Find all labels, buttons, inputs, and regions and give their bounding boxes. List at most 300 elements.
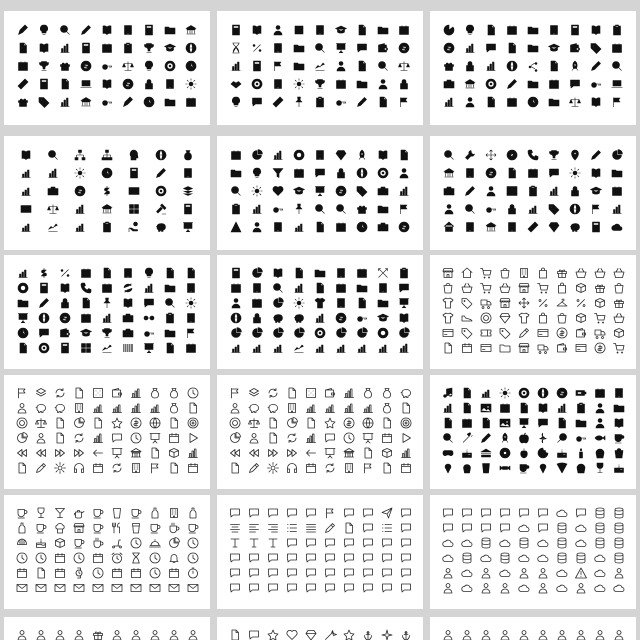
chat-icon — [400, 567, 412, 579]
pencil-icon — [38, 297, 50, 309]
book-icon — [122, 297, 134, 309]
pencil-icon — [590, 60, 602, 72]
magnifier-icon — [272, 282, 284, 294]
basket-icon — [613, 267, 625, 279]
magnifier-icon — [230, 185, 242, 197]
calendar-icon — [398, 24, 410, 36]
chat-icon — [381, 582, 393, 594]
chart-icon — [464, 42, 476, 54]
chat-icon — [343, 552, 355, 564]
utensils-icon — [111, 522, 123, 534]
pie-chart-icon — [293, 327, 305, 339]
chart-icon — [230, 60, 242, 72]
shopping-icon — [556, 282, 568, 294]
money-bag-icon — [381, 402, 393, 414]
idea-icon — [143, 267, 155, 279]
person-icon — [499, 582, 511, 594]
align-center-icon — [229, 522, 241, 534]
donut-icon — [499, 447, 511, 459]
head-gear-icon — [128, 149, 140, 161]
piggy-bank-icon — [569, 221, 581, 233]
folder-icon — [548, 96, 560, 108]
chat-icon — [400, 582, 412, 594]
gear-icon — [267, 462, 279, 474]
gift-icon — [92, 629, 104, 640]
percent-icon — [251, 42, 263, 54]
document-icon — [267, 432, 279, 444]
folder-icon — [17, 297, 29, 309]
document-icon — [305, 417, 317, 429]
key-icon — [101, 60, 113, 72]
glasses-icon — [143, 312, 155, 324]
calendar-icon — [80, 267, 92, 279]
calendar-icon — [381, 432, 393, 444]
clock-icon — [185, 60, 197, 72]
document-icon — [548, 60, 560, 72]
graduation-cap-icon — [377, 312, 389, 324]
bar-chart-icon — [230, 342, 242, 354]
cube-icon — [293, 24, 305, 36]
calculator-icon — [182, 203, 194, 215]
arrow-left-icon — [305, 447, 317, 459]
store-icon — [518, 342, 530, 354]
icon-grid — [12, 625, 202, 640]
pie-chart-icon — [73, 417, 85, 429]
bar-chart-icon — [305, 402, 317, 414]
laptop-icon — [611, 78, 623, 90]
database-icon — [594, 537, 606, 549]
person-icon — [443, 203, 455, 215]
chat-icon — [229, 582, 241, 594]
briefcase-icon — [377, 221, 389, 233]
line-chart-icon — [47, 221, 59, 233]
pyramid-icon — [230, 221, 242, 233]
database-icon — [594, 522, 606, 534]
trophy-icon — [101, 327, 113, 339]
cupcake-icon — [461, 462, 473, 474]
document-icon — [164, 267, 176, 279]
bar-chart-icon — [314, 342, 326, 354]
pencil-icon — [324, 522, 336, 534]
chart-icon — [59, 42, 71, 54]
chart-icon — [443, 96, 455, 108]
house-icon — [443, 221, 455, 233]
globe-icon — [362, 417, 374, 429]
clock-icon — [187, 387, 199, 399]
icon-sheet-7 — [4, 255, 210, 369]
document-icon — [185, 267, 197, 279]
calculator-icon — [230, 267, 242, 279]
icon-sheet-17 — [217, 617, 423, 640]
gift-icon — [443, 60, 455, 72]
bar-chart-icon — [362, 402, 374, 414]
chat-icon — [548, 167, 560, 179]
key-icon — [143, 327, 155, 339]
cloche-icon — [149, 537, 161, 549]
calculator-icon — [38, 78, 50, 90]
building-icon — [73, 402, 85, 414]
chat-icon — [381, 537, 393, 549]
presentation-icon — [111, 447, 123, 459]
building-icon — [164, 78, 176, 90]
rocket-icon — [499, 432, 511, 444]
icon-sheet-4 — [4, 136, 210, 250]
lock-icon — [464, 60, 476, 72]
chat-icon — [267, 507, 279, 519]
dollar-icon — [101, 185, 113, 197]
bar-chart-icon — [377, 342, 389, 354]
pencil-icon — [35, 462, 47, 474]
chat-icon — [305, 567, 317, 579]
presentation-icon — [149, 432, 161, 444]
calendar-icon — [251, 297, 263, 309]
coin-icon — [335, 312, 347, 324]
flag-icon — [185, 327, 197, 339]
hourglass-icon — [230, 42, 242, 54]
coin-icon — [556, 327, 568, 339]
database-icon — [613, 552, 625, 564]
timer-icon — [187, 567, 199, 579]
calendar-icon — [461, 342, 473, 354]
bottle-icon — [149, 507, 161, 519]
building-icon — [548, 24, 560, 36]
gear-icon — [54, 462, 66, 474]
chat-icon — [569, 78, 581, 90]
icon-grid — [12, 505, 202, 595]
watch-icon — [73, 567, 85, 579]
rewind-icon — [229, 447, 241, 459]
cake-icon — [35, 537, 47, 549]
picture-icon — [499, 417, 511, 429]
percent-icon — [575, 297, 587, 309]
pencil-icon — [155, 167, 167, 179]
box-icon — [594, 297, 606, 309]
piggy-bank-icon — [248, 402, 260, 414]
folder-icon — [527, 78, 539, 90]
ring-icon — [229, 417, 241, 429]
bar-chart-icon — [272, 342, 284, 354]
person-icon — [537, 629, 549, 640]
bar-chart-icon — [324, 402, 336, 414]
tag-icon — [548, 203, 560, 215]
key-icon — [335, 96, 347, 108]
globe-icon — [149, 417, 161, 429]
calendar-icon — [185, 96, 197, 108]
folder-icon — [356, 282, 368, 294]
piggy-bank-icon — [272, 312, 284, 324]
magnifier-icon — [59, 24, 71, 36]
magnifier-icon — [442, 432, 454, 444]
truck-icon — [537, 342, 549, 354]
chart-icon — [272, 149, 284, 161]
magnifier-icon — [443, 149, 455, 161]
bar-chart-icon — [111, 402, 123, 414]
clipboard-icon — [398, 267, 410, 279]
database-icon — [556, 537, 568, 549]
lock-icon — [59, 297, 71, 309]
cloud-icon — [442, 552, 454, 564]
pie-chart-icon — [251, 149, 263, 161]
coffee-icon — [168, 522, 180, 534]
box-icon — [575, 282, 587, 294]
person-icon — [230, 297, 242, 309]
chef-hat-icon — [54, 522, 66, 534]
candle-icon — [575, 447, 587, 459]
person-icon — [594, 629, 606, 640]
cloud-icon — [461, 567, 473, 579]
cloud-icon — [556, 582, 568, 594]
scales-icon — [248, 417, 260, 429]
coin-icon — [122, 78, 134, 90]
icon-grid — [12, 21, 202, 111]
bank-icon — [80, 96, 92, 108]
magnifier-icon — [377, 60, 389, 72]
chart-icon — [92, 432, 104, 444]
tag-icon — [499, 327, 511, 339]
gavel-icon — [155, 203, 167, 215]
person-icon — [130, 629, 142, 640]
chat-icon — [480, 507, 492, 519]
magnifier-icon — [47, 149, 59, 161]
database-icon — [613, 537, 625, 549]
ring-icon — [16, 417, 28, 429]
target-icon — [377, 167, 389, 179]
chart-icon — [74, 203, 86, 215]
calculator-icon — [230, 24, 242, 36]
icon-grid — [12, 385, 202, 475]
presentation-icon — [362, 432, 374, 444]
anchor-icon — [362, 629, 374, 640]
cloud-icon — [594, 567, 606, 579]
document-icon — [17, 42, 29, 54]
star-icon — [111, 417, 123, 429]
target-icon — [164, 60, 176, 72]
calendar-icon — [80, 312, 92, 324]
book-icon — [20, 149, 32, 161]
document-icon — [381, 462, 393, 474]
bag-icon — [499, 267, 511, 279]
bar-chart-icon — [293, 221, 305, 233]
cart-icon — [613, 342, 625, 354]
document-icon — [442, 342, 454, 354]
bar-chart-icon — [20, 167, 32, 179]
line-chart-icon — [293, 342, 305, 354]
cloud-icon — [556, 507, 568, 519]
cart-icon — [594, 312, 606, 324]
folder-icon — [164, 327, 176, 339]
calendar-icon — [230, 149, 242, 161]
person-icon — [442, 567, 454, 579]
document-icon — [168, 417, 180, 429]
document-icon — [35, 567, 47, 579]
align-right-icon — [267, 522, 279, 534]
bar-chart-icon — [480, 387, 492, 399]
coin-icon — [556, 387, 568, 399]
delivery-icon — [480, 297, 492, 309]
person-icon — [575, 629, 587, 640]
forward-icon — [267, 447, 279, 459]
coin-icon — [398, 221, 410, 233]
trophy-icon — [314, 78, 326, 90]
cloud-icon — [575, 537, 587, 549]
carrot-icon — [461, 432, 473, 444]
box-icon — [54, 537, 66, 549]
coin-icon — [59, 312, 71, 324]
diamond-icon — [499, 312, 511, 324]
compass-icon — [506, 149, 518, 161]
document-icon — [362, 447, 374, 459]
lock-icon — [335, 167, 347, 179]
wine-glass-icon — [594, 462, 606, 474]
lollipop-icon — [556, 432, 568, 444]
briefcase-icon — [47, 185, 59, 197]
box-icon — [575, 312, 587, 324]
pie-chart-icon — [251, 267, 263, 279]
chat-icon — [314, 167, 326, 179]
gear-icon — [569, 167, 581, 179]
bank-icon — [185, 24, 197, 36]
pie-chart-icon — [251, 327, 263, 339]
cloud-icon — [499, 567, 511, 579]
bar-chart-icon — [251, 342, 263, 354]
bar-chart-icon — [356, 342, 368, 354]
clipboard-icon — [527, 185, 539, 197]
document-icon — [442, 417, 454, 429]
tshirt-icon — [442, 297, 454, 309]
gear-icon — [185, 78, 197, 90]
muffin-icon — [594, 447, 606, 459]
chat-icon — [267, 582, 279, 594]
calendar-icon — [548, 78, 560, 90]
chart-icon — [47, 167, 59, 179]
bar-chart-icon — [20, 185, 32, 197]
money-bag-icon — [182, 149, 194, 161]
dice-icon — [92, 387, 104, 399]
book-icon — [590, 24, 602, 36]
clock-icon — [92, 567, 104, 579]
document-icon — [59, 78, 71, 90]
calculator-icon — [59, 342, 71, 354]
tshirt-icon — [314, 297, 326, 309]
chat-icon — [442, 522, 454, 534]
flag-icon — [398, 96, 410, 108]
calendar-icon — [356, 267, 368, 279]
chart-icon — [548, 185, 560, 197]
pushpin-icon — [293, 96, 305, 108]
bank-icon — [485, 221, 497, 233]
building-icon — [314, 149, 326, 161]
document-icon — [461, 387, 473, 399]
battery-icon — [575, 387, 587, 399]
document-icon — [101, 267, 113, 279]
presentation-icon — [335, 42, 347, 54]
tag-icon — [461, 327, 473, 339]
building-icon — [335, 297, 347, 309]
pen-icon — [122, 96, 134, 108]
chat-icon — [343, 582, 355, 594]
building-icon — [286, 402, 298, 414]
pencil-icon — [80, 24, 92, 36]
document-icon — [168, 462, 180, 474]
book-icon — [272, 267, 284, 279]
cup-icon — [149, 522, 161, 534]
cloud-icon — [594, 582, 606, 594]
bag-icon — [613, 282, 625, 294]
chat-icon — [251, 96, 263, 108]
coin-icon — [485, 167, 497, 179]
drink-icon — [130, 522, 142, 534]
chat-icon — [286, 582, 298, 594]
piggy-bank-icon — [155, 221, 167, 233]
bar-chart-icon — [74, 221, 86, 233]
person-icon — [442, 629, 454, 640]
credit-card-icon — [575, 342, 587, 354]
cloud-icon — [613, 582, 625, 594]
chat-icon — [229, 567, 241, 579]
chart-icon — [130, 387, 142, 399]
chart-icon — [251, 203, 263, 215]
arrows-icon — [518, 297, 530, 309]
rewind-icon — [248, 447, 260, 459]
credit-card-icon — [442, 327, 454, 339]
chart-icon — [314, 312, 326, 324]
chat-icon — [343, 507, 355, 519]
layers-icon — [35, 387, 47, 399]
document-icon — [485, 24, 497, 36]
ruler-icon — [17, 78, 29, 90]
cloud-icon — [556, 567, 568, 579]
alert-icon — [575, 567, 587, 579]
pacman-icon — [443, 24, 455, 36]
envelope-icon — [130, 582, 142, 594]
tshirt-icon — [518, 312, 530, 324]
document-icon — [398, 149, 410, 161]
icon-grid — [438, 625, 628, 640]
pushpin-icon — [293, 203, 305, 215]
building-icon — [464, 221, 476, 233]
chart-icon — [293, 282, 305, 294]
clock-icon — [149, 552, 161, 564]
cloud-icon — [518, 582, 530, 594]
cart-icon — [480, 267, 492, 279]
cloud-icon — [499, 537, 511, 549]
presentation-icon — [17, 312, 29, 324]
clipboard-icon — [101, 221, 113, 233]
icon-grid — [438, 265, 628, 355]
building-icon — [122, 24, 134, 36]
pizza-icon — [556, 462, 568, 474]
building-icon — [272, 42, 284, 54]
map-pin-icon — [569, 149, 581, 161]
icon-sheet-18 — [430, 617, 636, 640]
bag-icon — [556, 312, 568, 324]
cloud-icon — [461, 582, 473, 594]
document-icon — [518, 402, 530, 414]
icon-sheet-16 — [4, 617, 210, 640]
basket-icon — [594, 267, 606, 279]
presentation-icon — [398, 297, 410, 309]
document-icon — [17, 342, 29, 354]
chart-icon — [130, 402, 142, 414]
chat-icon — [248, 507, 260, 519]
folder-icon — [575, 417, 587, 429]
bar-chart-icon — [20, 221, 32, 233]
crossed-arrows-icon — [377, 267, 389, 279]
person-icon — [575, 582, 587, 594]
globe-icon — [38, 312, 50, 324]
apple-icon — [518, 432, 530, 444]
lock-icon — [569, 185, 581, 197]
